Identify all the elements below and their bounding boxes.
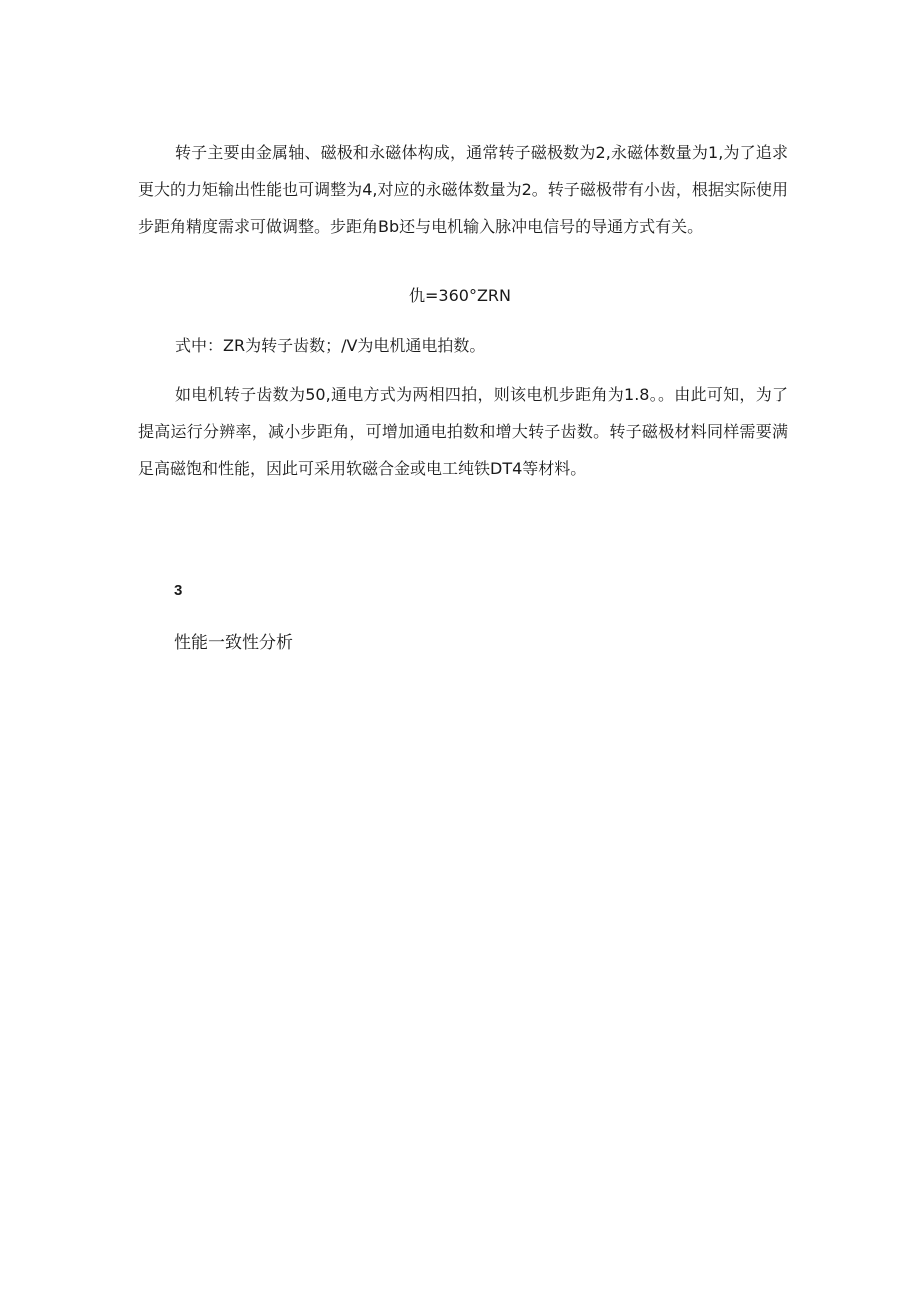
paragraph-formula-legend: 式中：ZR为转子齿数；/V为电机通电拍数。 xyxy=(175,336,486,355)
paragraph-rotor-structure: 转子主要由金属轴、磁极和永磁体构成，通常转子磁极数为2,永磁体数量为1,为了追求更大的力矩输出性能也可调整为4,对应的永磁体数量为2。转子磁极带有小齿，根据实际使用步距角精度需求可做调整。步距角Bb还与电机输入脉冲电信号的导通方式有关。 xyxy=(138,143,788,236)
section-title: 性能一致性分析 xyxy=(174,633,293,653)
section-number: 3 xyxy=(174,582,183,599)
step-angle-formula: 仇=360°ZRN xyxy=(409,286,511,305)
paragraph-example: 如电机转子齿数为50,通电方式为两相四拍，则该电机步距角为1.8。。由此可知，为了提高运行分辨率，减小步距角，可增加通电拍数和增大转子齿数。转子磁极材料同样需要满足高磁饱和性能，因此可采用软磁合金或电工纯铁DT4等材料。 xyxy=(138,385,788,478)
